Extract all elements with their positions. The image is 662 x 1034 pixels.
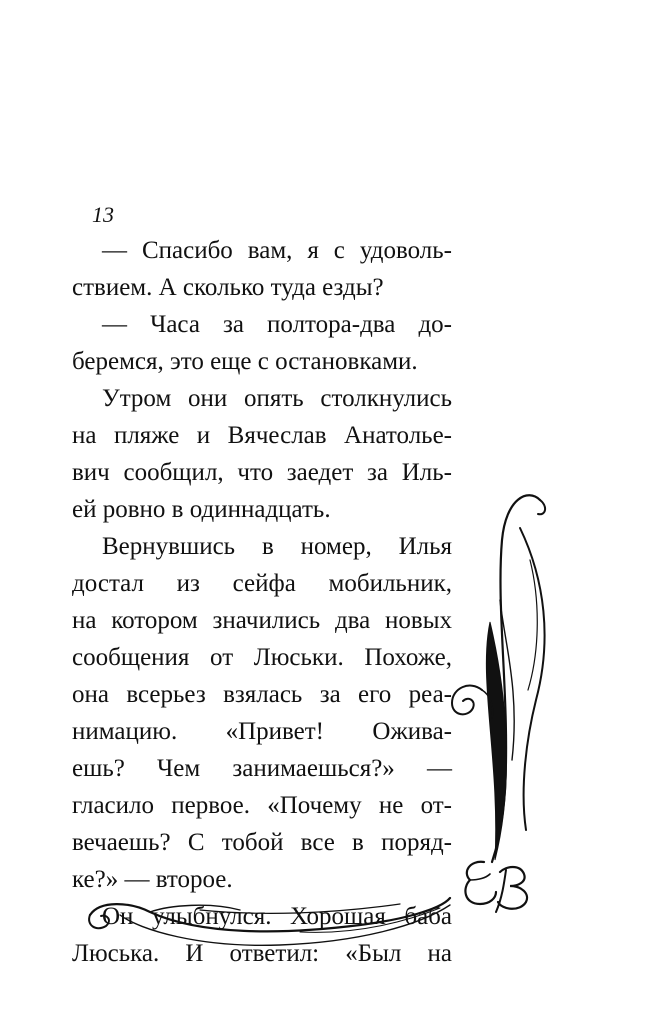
- text-line: Люська. И ответил: «Был на: [72, 940, 452, 967]
- text-line: гласило первое. «Почему не от-: [72, 792, 452, 819]
- text-line: вечаешь? С тобой все в поряд-: [72, 829, 452, 856]
- text-line: беремся, это еще с остановками.: [72, 348, 418, 375]
- text-line: — Спасибо вам, я с удоволь-: [102, 237, 452, 264]
- text-line: на котором значились два новых: [72, 607, 452, 634]
- text-line: сообщения от Люськи. Похоже,: [72, 644, 452, 671]
- text-line: ствием. А сколько туда езды?: [72, 274, 384, 301]
- text-line: достал из сейфа мобильник,: [72, 570, 452, 597]
- text-line: — Часа за полтора-два до-: [102, 311, 452, 338]
- page-number: 13: [92, 202, 114, 227]
- text-line: ке?» — второе.: [72, 866, 233, 893]
- text-line: на пляже и Вячеслав Анатолье-: [72, 422, 452, 449]
- text-line: Он улыбнулся. Хорошая баба: [102, 903, 452, 930]
- text-line: ей ровно в одиннадцать.: [72, 496, 331, 523]
- text-line: Вернувшись в номер, Илья: [102, 533, 452, 560]
- text-line: ешь? Чем занимаешься?» —: [72, 755, 452, 782]
- text-line: Утром они опять столкнулись: [102, 385, 452, 412]
- book-text: [72, 232, 452, 972]
- text-line: вич сообщил, что заедет за Иль-: [72, 459, 452, 486]
- text-line: нимацию. «Привет! Ожива-: [72, 718, 452, 745]
- text-line: она всерьез взялась за его реа-: [72, 681, 452, 708]
